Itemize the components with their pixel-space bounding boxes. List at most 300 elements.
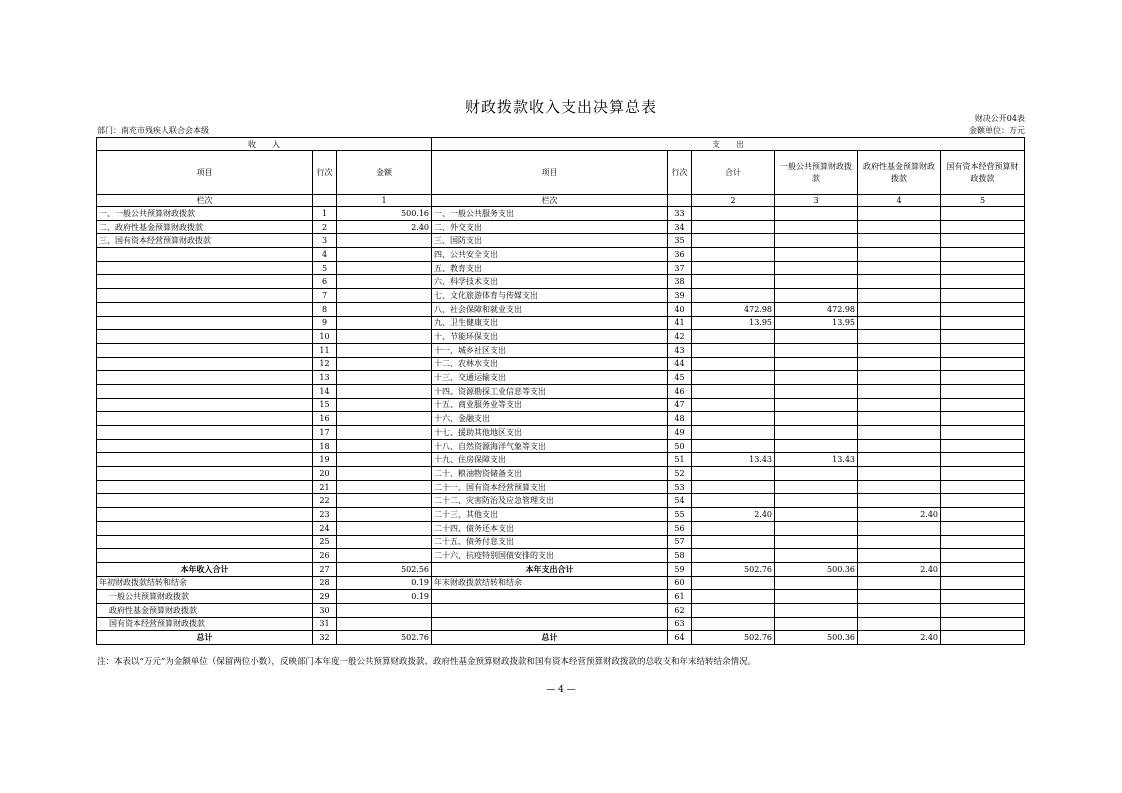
expense-total <box>692 494 775 508</box>
expense-item: 十六、金融支出 <box>432 412 668 426</box>
expense-total <box>692 289 775 303</box>
header-exp-item: 项目 <box>432 151 668 195</box>
expense-row-no: 62 <box>668 603 692 617</box>
expense-state <box>941 343 1025 357</box>
expense-general <box>775 467 858 481</box>
table-row <box>97 453 1025 467</box>
expense-general <box>775 508 858 522</box>
expense-total <box>692 617 775 631</box>
income-amount: 0.19 <box>337 576 432 590</box>
expense-fund: 2.40 <box>858 631 941 645</box>
income-row-no: 11 <box>313 343 337 357</box>
expense-row-no: 60 <box>668 576 692 590</box>
expense-row-no: 46 <box>668 384 692 398</box>
header-row-no: 行次 <box>313 151 337 195</box>
expense-item <box>432 603 668 617</box>
carryover-row <box>97 590 1025 604</box>
subtotal-row <box>97 562 1025 576</box>
expense-item: 七、文化旅游体育与传媒支出 <box>432 289 668 303</box>
expense-general <box>775 289 858 303</box>
expense-fund <box>858 398 941 412</box>
expense-general <box>775 549 858 563</box>
expense-total <box>692 480 775 494</box>
income-item <box>97 412 313 426</box>
income-item <box>97 289 313 303</box>
income-amount: 0.19 <box>337 590 432 604</box>
budget-table <box>96 137 1025 645</box>
expense-general <box>775 330 858 344</box>
expense-state <box>941 603 1025 617</box>
expense-item: 本年支出合计 <box>432 562 668 576</box>
expense-total: 502.76 <box>692 562 775 576</box>
table-row <box>97 467 1025 481</box>
table-row <box>97 220 1025 234</box>
expense-row-no: 41 <box>668 316 692 330</box>
income-row-no: 6 <box>313 275 337 289</box>
income-row-no: 24 <box>313 521 337 535</box>
income-amount <box>337 521 432 535</box>
expense-general: 472.98 <box>775 302 858 316</box>
table-row <box>97 508 1025 522</box>
table-row <box>97 384 1025 398</box>
expense-general <box>775 343 858 357</box>
expense-state <box>941 439 1025 453</box>
expense-row-no: 42 <box>668 330 692 344</box>
income-item <box>97 549 313 563</box>
income-row-no: 10 <box>313 330 337 344</box>
header-state: 国有资本经营预算财政拨款 <box>941 151 1025 195</box>
expense-general: 500.36 <box>775 631 858 645</box>
table-row <box>97 289 1025 303</box>
expense-state <box>941 398 1025 412</box>
expense-item: 二、外交支出 <box>432 220 668 234</box>
page-title: 财政拨款收入支出决算总表 <box>464 98 657 116</box>
expense-state <box>941 617 1025 631</box>
table-row <box>97 412 1025 426</box>
expense-fund <box>858 549 941 563</box>
expense-general <box>775 590 858 604</box>
income-item: 三、国有资本经营预算财政拨款 <box>97 234 313 248</box>
expense-total: 502.76 <box>692 631 775 645</box>
expense-state <box>941 590 1025 604</box>
income-row-no: 8 <box>313 302 337 316</box>
page-number: — 4 — <box>546 685 576 695</box>
expense-row-no: 48 <box>668 412 692 426</box>
expense-fund <box>858 494 941 508</box>
expense-general <box>775 494 858 508</box>
expense-state <box>941 207 1025 221</box>
income-amount <box>337 330 432 344</box>
expense-fund <box>858 480 941 494</box>
table-row <box>97 535 1025 549</box>
income-amount <box>337 316 432 330</box>
income-item <box>97 302 313 316</box>
grand-total-row <box>97 631 1025 645</box>
expense-fund <box>858 234 941 248</box>
expense-fund <box>858 576 941 590</box>
income-item <box>97 343 313 357</box>
expense-general <box>775 207 858 221</box>
expense-row-no: 45 <box>668 371 692 385</box>
income-row-no: 22 <box>313 494 337 508</box>
expense-row-no: 35 <box>668 234 692 248</box>
income-row-no: 23 <box>313 508 337 522</box>
expense-fund <box>858 426 941 440</box>
income-row-no: 5 <box>313 261 337 275</box>
carryover-row <box>97 576 1025 590</box>
income-item <box>97 357 313 371</box>
income-amount <box>337 480 432 494</box>
expense-state <box>941 275 1025 289</box>
expense-state <box>941 289 1025 303</box>
income-amount <box>337 289 432 303</box>
table-row <box>97 343 1025 357</box>
table-row <box>97 494 1025 508</box>
income-amount <box>337 508 432 522</box>
expense-total <box>692 357 775 371</box>
expense-total <box>692 207 775 221</box>
expense-total <box>692 371 775 385</box>
form-number: 财决公开04表 <box>974 114 1025 123</box>
unit-label: 金额单位：万元 <box>969 126 1025 135</box>
department-label: 部门：南充市残疾人联合会本级 <box>97 126 209 135</box>
income-row-no: 9 <box>313 316 337 330</box>
income-row-no: 20 <box>313 467 337 481</box>
table-row <box>97 234 1025 248</box>
expense-state <box>941 480 1025 494</box>
header-fund: 政府性基金预算财政拨款 <box>858 151 941 195</box>
expense-item: 二十六、抗疫特别国债安排的支出 <box>432 549 668 563</box>
income-row-no: 30 <box>313 603 337 617</box>
expense-general <box>775 261 858 275</box>
column-num-2: 2 <box>692 195 775 207</box>
expense-item: 十二、农林水支出 <box>432 357 668 371</box>
income-row-no: 15 <box>313 398 337 412</box>
carryover-row <box>97 603 1025 617</box>
expense-fund <box>858 535 941 549</box>
expense-row-no: 39 <box>668 289 692 303</box>
expense-total <box>692 330 775 344</box>
expense-row-no: 53 <box>668 480 692 494</box>
expense-general <box>775 617 858 631</box>
expense-item: 八、社会保障和就业支出 <box>432 302 668 316</box>
income-amount <box>337 371 432 385</box>
section-income-header: 收 入 <box>97 138 432 151</box>
table-row <box>97 330 1025 344</box>
income-item <box>97 316 313 330</box>
income-row-no: 17 <box>313 426 337 440</box>
expense-general <box>775 220 858 234</box>
expense-total <box>692 576 775 590</box>
expense-row-no: 44 <box>668 357 692 371</box>
expense-item: 六、科学技术支出 <box>432 275 668 289</box>
income-amount: 2.40 <box>337 220 432 234</box>
expense-row-no: 33 <box>668 207 692 221</box>
column-label: 栏次 <box>97 195 313 207</box>
expense-fund <box>858 412 941 426</box>
expense-fund <box>858 371 941 385</box>
section-expense-header: 支 出 <box>432 138 1025 151</box>
income-row-no: 12 <box>313 357 337 371</box>
expense-row-no: 40 <box>668 302 692 316</box>
expense-total <box>692 220 775 234</box>
expense-total <box>692 549 775 563</box>
income-item <box>97 508 313 522</box>
expense-row-no: 38 <box>668 275 692 289</box>
income-amount: 502.76 <box>337 631 432 645</box>
expense-total: 13.95 <box>692 316 775 330</box>
expense-total <box>692 535 775 549</box>
table-row <box>97 549 1025 563</box>
income-item: 政府性基金预算财政拨款 <box>97 603 313 617</box>
income-item: 一般公共预算财政拨款 <box>97 590 313 604</box>
header-item: 项目 <box>97 151 313 195</box>
expense-total <box>692 275 775 289</box>
expense-state <box>941 330 1025 344</box>
expense-state <box>941 508 1025 522</box>
header-general: 一般公共预算财政拨款 <box>775 151 858 195</box>
expense-item: 年末财政拨款结转和结余 <box>432 576 668 590</box>
expense-fund: 2.40 <box>858 508 941 522</box>
income-row-no: 1 <box>313 207 337 221</box>
expense-state <box>941 494 1025 508</box>
expense-item: 二十二、灾害防治及应急管理支出 <box>432 494 668 508</box>
expense-item: 十五、商业服务业等支出 <box>432 398 668 412</box>
income-row-no: 32 <box>313 631 337 645</box>
expense-fund <box>858 261 941 275</box>
expense-item: 二十一、国有资本经营预算支出 <box>432 480 668 494</box>
expense-item: 十七、援助其他地区支出 <box>432 426 668 440</box>
income-row-no: 29 <box>313 590 337 604</box>
expense-row-no: 50 <box>668 439 692 453</box>
table-row <box>97 357 1025 371</box>
expense-state <box>941 316 1025 330</box>
table-row <box>97 480 1025 494</box>
income-amount <box>337 398 432 412</box>
table-row <box>97 426 1025 440</box>
expense-row-no: 51 <box>668 453 692 467</box>
table-row <box>97 521 1025 535</box>
income-item: 总计 <box>97 631 313 645</box>
income-row-no: 27 <box>313 562 337 576</box>
income-row-no: 14 <box>313 384 337 398</box>
expense-item: 总计 <box>432 631 668 645</box>
income-item <box>97 384 313 398</box>
income-row-no: 16 <box>313 412 337 426</box>
expense-general: 13.43 <box>775 453 858 467</box>
expense-fund <box>858 289 941 303</box>
income-row-no: 18 <box>313 439 337 453</box>
expense-fund <box>858 453 941 467</box>
income-item <box>97 330 313 344</box>
income-amount <box>337 467 432 481</box>
expense-state <box>941 453 1025 467</box>
income-item <box>97 467 313 481</box>
expense-row-no: 57 <box>668 535 692 549</box>
expense-item: 十三、交通运输支出 <box>432 371 668 385</box>
expense-general <box>775 521 858 535</box>
income-amount <box>337 275 432 289</box>
expense-general <box>775 603 858 617</box>
income-row-no: 26 <box>313 549 337 563</box>
expense-row-no: 49 <box>668 426 692 440</box>
expense-item: 三、国防支出 <box>432 234 668 248</box>
income-row-no: 25 <box>313 535 337 549</box>
expense-row-no: 36 <box>668 248 692 262</box>
expense-state <box>941 220 1025 234</box>
expense-general <box>775 439 858 453</box>
income-amount <box>337 412 432 426</box>
expense-fund <box>858 590 941 604</box>
expense-fund <box>858 275 941 289</box>
expense-fund <box>858 220 941 234</box>
column-num-3: 3 <box>775 195 858 207</box>
income-amount <box>337 426 432 440</box>
income-amount <box>337 439 432 453</box>
expense-total: 13.43 <box>692 453 775 467</box>
expense-state <box>941 562 1025 576</box>
expense-general <box>775 275 858 289</box>
column-num-1: 1 <box>337 195 432 207</box>
income-item <box>97 371 313 385</box>
expense-total <box>692 603 775 617</box>
income-item <box>97 248 313 262</box>
expense-general: 500.36 <box>775 562 858 576</box>
income-amount <box>337 248 432 262</box>
expense-state <box>941 261 1025 275</box>
income-item <box>97 439 313 453</box>
income-amount: 502.56 <box>337 562 432 576</box>
income-amount <box>337 617 432 631</box>
expense-state <box>941 521 1025 535</box>
expense-general: 13.95 <box>775 316 858 330</box>
income-amount <box>337 343 432 357</box>
expense-total <box>692 248 775 262</box>
expense-item: 十八、自然资源海洋气象等支出 <box>432 439 668 453</box>
expense-state <box>941 412 1025 426</box>
income-amount <box>337 384 432 398</box>
expense-general <box>775 535 858 549</box>
expense-general <box>775 412 858 426</box>
expense-total <box>692 412 775 426</box>
income-row-no: 2 <box>313 220 337 234</box>
expense-item: 一、一般公共服务支出 <box>432 207 668 221</box>
expense-total <box>692 234 775 248</box>
expense-general <box>775 480 858 494</box>
expense-row-no: 59 <box>668 562 692 576</box>
income-item <box>97 480 313 494</box>
table-row <box>97 316 1025 330</box>
income-row-no: 28 <box>313 576 337 590</box>
expense-item: 十一、城乡社区支出 <box>432 343 668 357</box>
expense-state <box>941 631 1025 645</box>
expense-item: 二十四、债务还本支出 <box>432 521 668 535</box>
expense-fund: 2.40 <box>858 562 941 576</box>
carryover-row <box>97 617 1025 631</box>
expense-item <box>432 617 668 631</box>
expense-fund <box>858 384 941 398</box>
expense-fund <box>858 439 941 453</box>
expense-fund <box>858 316 941 330</box>
column-num-5: 5 <box>941 195 1025 207</box>
expense-general <box>775 371 858 385</box>
income-amount <box>337 494 432 508</box>
expense-row-no: 34 <box>668 220 692 234</box>
expense-item: 五、教育支出 <box>432 261 668 275</box>
expense-item: 二十五、债务付息支出 <box>432 535 668 549</box>
expense-item: 九、卫生健康支出 <box>432 316 668 330</box>
expense-item: 十九、住房保障支出 <box>432 453 668 467</box>
income-item <box>97 521 313 535</box>
income-row-no: 19 <box>313 453 337 467</box>
expense-row-no: 52 <box>668 467 692 481</box>
expense-item: 十、节能环保支出 <box>432 330 668 344</box>
expense-total <box>692 398 775 412</box>
expense-row-no: 61 <box>668 590 692 604</box>
expense-fund <box>858 302 941 316</box>
expense-state <box>941 357 1025 371</box>
table-row <box>97 302 1025 316</box>
expense-item: 二十三、其他支出 <box>432 508 668 522</box>
expense-state <box>941 248 1025 262</box>
income-item: 一、一般公共预算财政拨款 <box>97 207 313 221</box>
income-item <box>97 535 313 549</box>
income-amount <box>337 549 432 563</box>
table-row <box>97 275 1025 289</box>
expense-fund <box>858 207 941 221</box>
expense-general <box>775 248 858 262</box>
expense-general <box>775 384 858 398</box>
income-item: 本年收入合计 <box>97 562 313 576</box>
income-item: 年初财政拨款结转和结余 <box>97 576 313 590</box>
expense-state <box>941 384 1025 398</box>
expense-total: 472.98 <box>692 302 775 316</box>
expense-state <box>941 371 1025 385</box>
expense-row-no: 56 <box>668 521 692 535</box>
column-num-4: 4 <box>858 195 941 207</box>
header-exp-row-no: 行次 <box>668 151 692 195</box>
income-amount <box>337 453 432 467</box>
income-item <box>97 453 313 467</box>
expense-general <box>775 234 858 248</box>
income-amount <box>337 603 432 617</box>
expense-item: 十四、资源勘探工业信息等支出 <box>432 384 668 398</box>
expense-total <box>692 426 775 440</box>
income-item <box>97 426 313 440</box>
expense-total <box>692 261 775 275</box>
table-row <box>97 439 1025 453</box>
expense-total <box>692 343 775 357</box>
table-row <box>97 398 1025 412</box>
expense-fund <box>858 330 941 344</box>
income-row-no: 4 <box>313 248 337 262</box>
income-amount <box>337 261 432 275</box>
income-item <box>97 261 313 275</box>
table-row <box>97 207 1025 221</box>
expense-total <box>692 439 775 453</box>
expense-fund <box>858 603 941 617</box>
income-row-no: 13 <box>313 371 337 385</box>
column-label-2: 栏次 <box>432 195 668 207</box>
header-total: 合计 <box>692 151 775 195</box>
expense-total: 2.40 <box>692 508 775 522</box>
expense-state <box>941 549 1025 563</box>
expense-fund <box>858 467 941 481</box>
expense-row-no: 63 <box>668 617 692 631</box>
income-amount <box>337 535 432 549</box>
expense-total <box>692 590 775 604</box>
expense-general <box>775 576 858 590</box>
